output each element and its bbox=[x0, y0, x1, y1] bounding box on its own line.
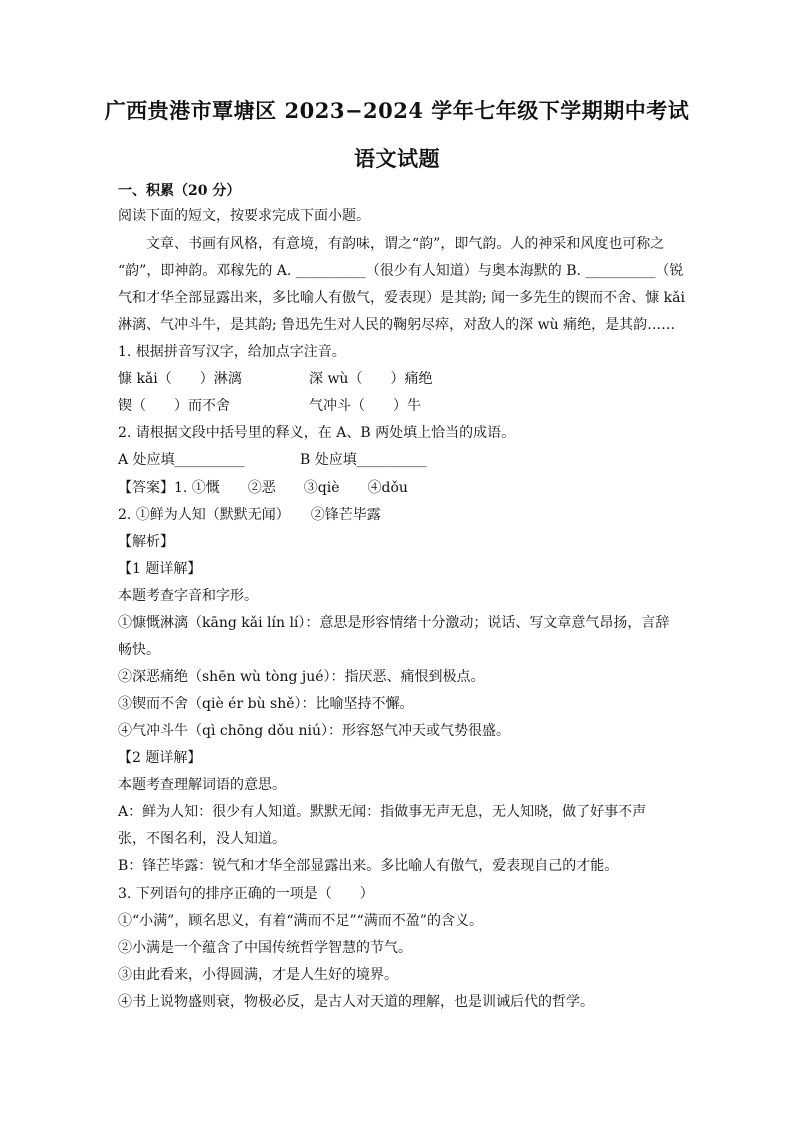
q1-item-b: 深 wù（ ）痛绝 bbox=[309, 371, 433, 387]
q2-item-a: A 处应填__________ bbox=[118, 452, 245, 468]
passage-line: 文章、书画有风格，有意境，有韵味，谓之“韵”，即气韵。人的神采和风度也可称之 bbox=[146, 236, 665, 252]
passage-line: 淋漓、气冲斗牛，是其韵; 鲁迅先生对人民的鞠躬尽瘁，对敌人的深 wù 痛绝，是其韵…… bbox=[118, 317, 676, 333]
answer-line: 【答案】1. ①慨 ②恶 ③qiè ④dǒu bbox=[118, 480, 408, 496]
q1-item-a: 慷 kǎi（ ）淋漓 bbox=[118, 371, 242, 387]
detail-line: ④气冲斗牛（qì chōng dǒu niú）：形容怒气冲天或气势很盛。 bbox=[118, 723, 510, 739]
question-3: 3. 下列语句的排序正确的一项是（ ） bbox=[118, 886, 374, 902]
q3-option: ②小满是一个蕴含了中国传统哲学智慧的节气。 bbox=[118, 940, 412, 956]
q2-detail-heading: 【2 题详解】 bbox=[118, 750, 202, 766]
analysis-heading: 【解析】 bbox=[118, 534, 174, 550]
q3-option: ①“小满”，顾名思义，有着“满而不足”“满而不盈”的含义。 bbox=[118, 913, 483, 929]
detail-line: 张，不图名利，没人知道。 bbox=[118, 831, 286, 847]
q1-item-c: 锲（ ）而不舍 bbox=[118, 398, 230, 414]
page-subtitle: 语文试题 bbox=[354, 146, 440, 171]
detail-line: 畅快。 bbox=[118, 642, 160, 658]
q2-item-b: B 处应填__________ bbox=[300, 452, 427, 468]
instruction-text: 阅读下面的短文，按要求完成下面小题。 bbox=[118, 208, 370, 224]
question-1: 1. 根据拼音写汉字，给加点字注音。 bbox=[118, 344, 346, 360]
q1-detail-heading: 【1 题详解】 bbox=[118, 561, 202, 577]
passage-line: “韵”，即神韵。邓稼先的 A. __________（很少有人知道）与奥本海默的 B. __________（锐 bbox=[118, 263, 684, 279]
q3-option: ③由此看来，小得圆满，才是人生好的境界。 bbox=[118, 967, 398, 983]
section-heading: 一、积累（20 分） bbox=[118, 183, 241, 199]
question-2: 2. 请根据文段中括号里的释义，在 A、B 两处填上恰当的成语。 bbox=[118, 425, 516, 441]
q1-item-d: 气冲斗（ ）牛 bbox=[309, 398, 421, 414]
detail-line: 本题考查字音和字形。 bbox=[118, 588, 258, 604]
page-title: 广西贵港市覃塘区 2023−2024 学年七年级下学期期中考试 bbox=[104, 98, 690, 123]
detail-line: B：锋芒毕露：锐气和才华全部显露出来。多比喻人有傲气，爱表现自己的才能。 bbox=[118, 858, 619, 874]
detail-line: 本题考查理解词语的意思。 bbox=[118, 777, 286, 793]
q3-option: ④书上说物盛则衰，物极必反，是古人对天道的理解，也是训诫后代的哲学。 bbox=[118, 994, 594, 1010]
detail-line: ②深恶痛绝（shēn wù tòng jué）：指厌恶、痛恨到极点。 bbox=[118, 669, 485, 685]
passage-line: 气和才华全部显露出来，多比喻人有傲气，爱表现）是其韵; 闻一多先生的锲而不舍、慷 kǎi bbox=[118, 290, 685, 306]
detail-line: A：鲜为人知：很少有人知道。默默无闻：指做事无声无息，无人知晓，做了好事不声 bbox=[118, 804, 647, 820]
answer-line: 2. ①鲜为人知（默默无闻） ②锋芒毕露 bbox=[118, 507, 381, 523]
detail-line: ③锲而不舍（qiè ér bù shě）：比喻坚持不懈。 bbox=[118, 696, 414, 712]
detail-line: ①慷慨淋漓（kāng kǎi lín lí）：意思是形容情绪十分激动；说话、写文章意气昂扬，言辞 bbox=[118, 615, 670, 631]
